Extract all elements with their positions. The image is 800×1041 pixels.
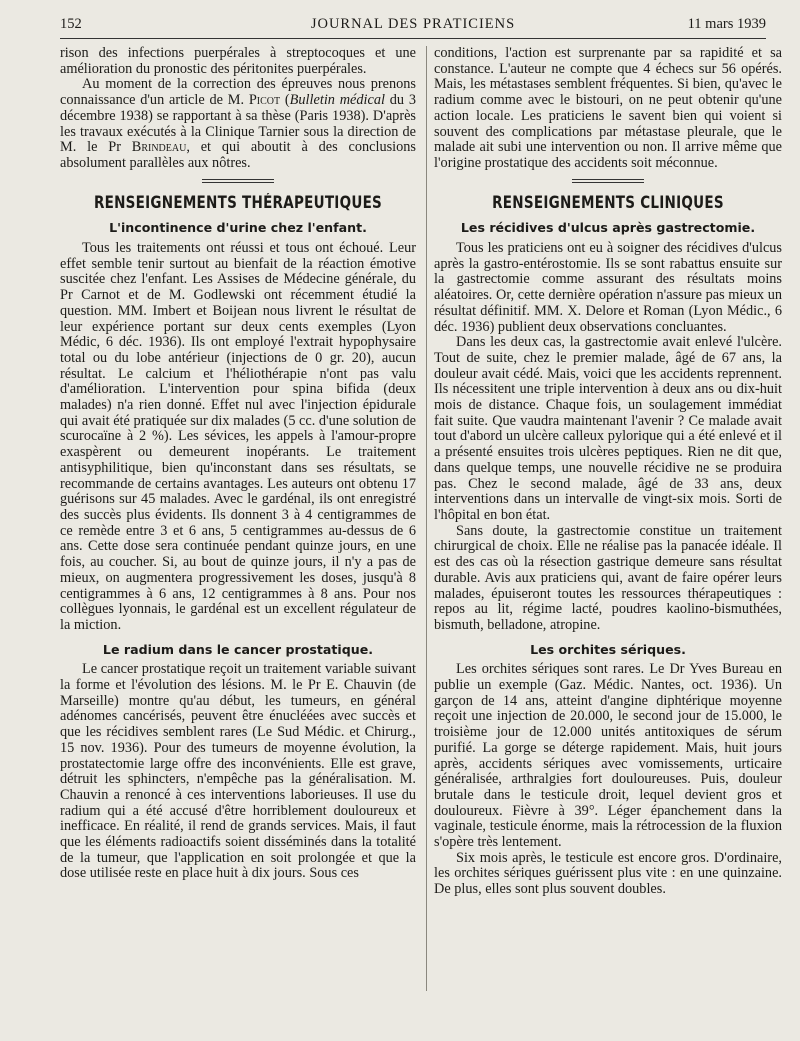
paragraph: Le cancer prostatique reçoit un traitement variable suivant la forme et l'évolution des lésions. M. le Pr E. Chauvin (de Marseille) montre qu'au début, les tumeurs, en général adénomes cancérisés, peuvent être énucléées avec succès et que les récidives semblent rares (Le Sud Médic. et Chirurg., 15 nov. 1936). Pour des tumeurs de moyenne évolution, la prostatectomie large offre des inconvénients. Elle est grave, détruit les sphincters, n'empêche pas la généralisation. M. Chauvin a renoncé à ces interventions laborieuses. Il use du radium qui a été accusé d'être horriblement douloureux et inefficace. En réalité, il rend de grands services. Mais, il faut que les éléments radioactifs soient disséminés dans la totalité de la tumeur, que l'application en soit prolongée et que la dose utilisée reste en place huit à dix jours. Sous ces <box>60 661 416 882</box>
separator <box>572 179 644 183</box>
text-run: du 3 décembre 1938) se rapportant à sa thèse (Paris 1938). D'après les travaux exécutés à la Clinique Tarnier sous la direction de M. le Pr <box>60 92 416 156</box>
column-divider <box>426 46 427 991</box>
paragraph: rison des infections puerpérales à streptocoques et une amélioration du pronostic des péritonites puerpérales. <box>60 45 416 77</box>
paragraph: Six mois après, le testicule est encore gros. D'ordinaire, les orchites sériques guérissent plus vite : en une quinzaine. De plus, elles sont plus souvent doubles. <box>434 849 782 898</box>
author-name: Brindeau <box>131 139 187 156</box>
article-heading: L'incontinence d'urine chez l'enfant. <box>109 220 367 236</box>
paragraph: Les orchites sériques sont rares. Le Dr Yves Bureau en publie un exemple (Gaz. Médic. Nantes, oct. 1936). Un garçon de 14 ans, atteint d'angine diphtérique moyenne reçoit une injection de 20.000, le second jour de 15.000, le troisième jour de 12.000 unités antitoxiques de sérum purifié. La gorge se déterge rapidement. Mais, huit jours après, accidents sériques avec vomissements, urticaire généralisée, arthralgies fort douloureuses. Puis, douleur brutale dans le testicule droit, lequel devient gros et douloureux. Fièvre à 39°. Léger épanchement dans la vaginale, testicule énorme, mais la rétrocession de la fluxion s'opère très lentement. <box>434 661 782 851</box>
article-heading: Le radium dans le cancer prostatique. <box>102 641 374 657</box>
section-heading: RENSEIGNEMENTS THÉRAPEUTIQUES <box>93 192 383 212</box>
text-run: Au moment de la correction des épreuves nous prenons connaissance d'un article de M. <box>60 76 416 109</box>
text-run: ( <box>284 92 290 109</box>
author-name: Picot <box>248 92 281 109</box>
page-header <box>60 12 766 38</box>
paragraph: conditions, l'action est surprenante par sa rapidité et sa constance. L'auteur ne compte que 4 échecs sur 56 opérés. Mais, les métastases semblent fréquentes. Si bien, qu'avec le radium comme avec le bistouri, on ne peut obtenir qu'une action locale. Les praticiens le savent bien qui voient si souvent des complications par métastase pleurale, que le malade ait subi une intervention ou non. Il arrive même que l'origine prostatique des accidents soit méconnue. <box>434 45 782 171</box>
header-rule <box>60 38 766 39</box>
right-column <box>434 46 782 898</box>
paragraph: Dans les deux cas, la gastrectomie avait enlevé l'ulcère. Tout de suite, chez le premier malade, âgé de 67 ans, la douleur avait cédé. Mais, voici que les accidents reprennent. Ils nécessitent une triple intervention à deux ans ou dix-huit mois de distance. Chaque fois, un soulagement immédiat fait suite. Que vaudra maintenant l'avenir ? Ce malade avait tout d'abord un ulcère calleux pylorique qui a été enlevé et il a présenté ensuites trois ulcères peptiques. Rien ne dit que, dans quelque temps, une nouvelle récidive ne se produira pas. Chez le second malade, âgé de 33 ans, deux interventions dans un intervalle de vingt-six mois. Sorti de l'hôpital en bon état. <box>434 334 782 523</box>
section-heading: RENSEIGNEMENTS CLINIQUES <box>492 192 724 212</box>
issue-date: 11 mars 1939 <box>687 16 766 32</box>
paragraph: Tous les traitements ont réussi et tous ont échoué. Leur effet semble tenir surtout au bienfait de la réaction émotive suscitée chez l'enfant. Les Assises de Médecine générale, du Pr Carnot et de M. Godlewski ont récemment étudié la question. MM. Imbert et Boijean nous livrent le résultat de leur expérience portant sur deux cents exemples (Lyon Médic, 6 déc. 1936). Ils ont employé l'extrait hypophysaire total ou du lobe antérieur (injections de 0 gr. 20), aucun résultat. Le calcium et l'héliothérapie n'ont pas valu d'amélioration. L'intervention pour spina bifida (deux malades) n'a rien donné. Effet nul avec l'injection épidurale qui avait été pratiquée sur dix malades (5 cc. d'une solution de scurocaïne à 2 %). Les sévices, les appels à l'amour-propre exaspèrent ou demeurent inopérants. Le traitement antisyphilitique, bien qu'inconstant dans ses résultats, se recommande de certains avantages. Les auteurs ont obtenu 17 guérisons sur 45 malades. Avec le gardénal, ils ont enregistré des succès plus évidents. Ils donnent 3 à 4 centigrammes de ce remède entre 3 et 6 ans, 5 centigrammes au-dessus de 6 ans. Cette dose sera continuée pendant quinze jours, en une fois, au coucher. Si, au bout de quinze jours, il n'y a pas de mieux, on augmentera progressivement les doses, jusqu'à 8 centigrammes à 6 ans, 12 centigrammes à 8 ans. Pour nos collègues lyonnais, le gardénal est un excellent régulateur de la miction. <box>60 240 416 633</box>
paragraph <box>60 77 416 171</box>
journal-title: JOURNAL DES PRATICIENS <box>310 16 516 32</box>
article-heading: Les orchites sériques. <box>530 641 686 657</box>
paragraph: Tous les praticiens ont eu à soigner des récidives d'ulcus après la gastro-entérostomie. Ils se sont rabattus ensuite sur la gastrectomie comme assurant des résultats moins aléatoires. Or, cette dernière opération n'assure pas mieux un résultat définitif. MM. X. Delore et Roman (Lyon Médic., 6 déc. 1936) publient deux observations concluantes. <box>434 240 782 335</box>
separator <box>202 179 274 183</box>
text-run: , et qui aboutit à des conclusions absolument parallèles aux nôtres. <box>60 139 416 171</box>
left-column <box>60 46 416 882</box>
paragraph: Sans doute, la gastrectomie constitue un traitement chirurgical de choix. Elle ne réalise pas la panacée idéale. Il est des cas où la résection gastrique demeure sans résultat durable. Avis aux praticiens qui, avant de faire opérer leurs malades, épuiseront toutes les ressources thérapeutiques : repos au lit, régime lacté, poudres kaolino-bismuthées, bismuth, belladone, atropine. <box>434 522 782 633</box>
article-heading: Les récidives d'ulcus après gastrectomie. <box>460 220 756 236</box>
page-number: 152 <box>60 16 82 32</box>
source-title: Bulletin médical <box>289 92 385 109</box>
